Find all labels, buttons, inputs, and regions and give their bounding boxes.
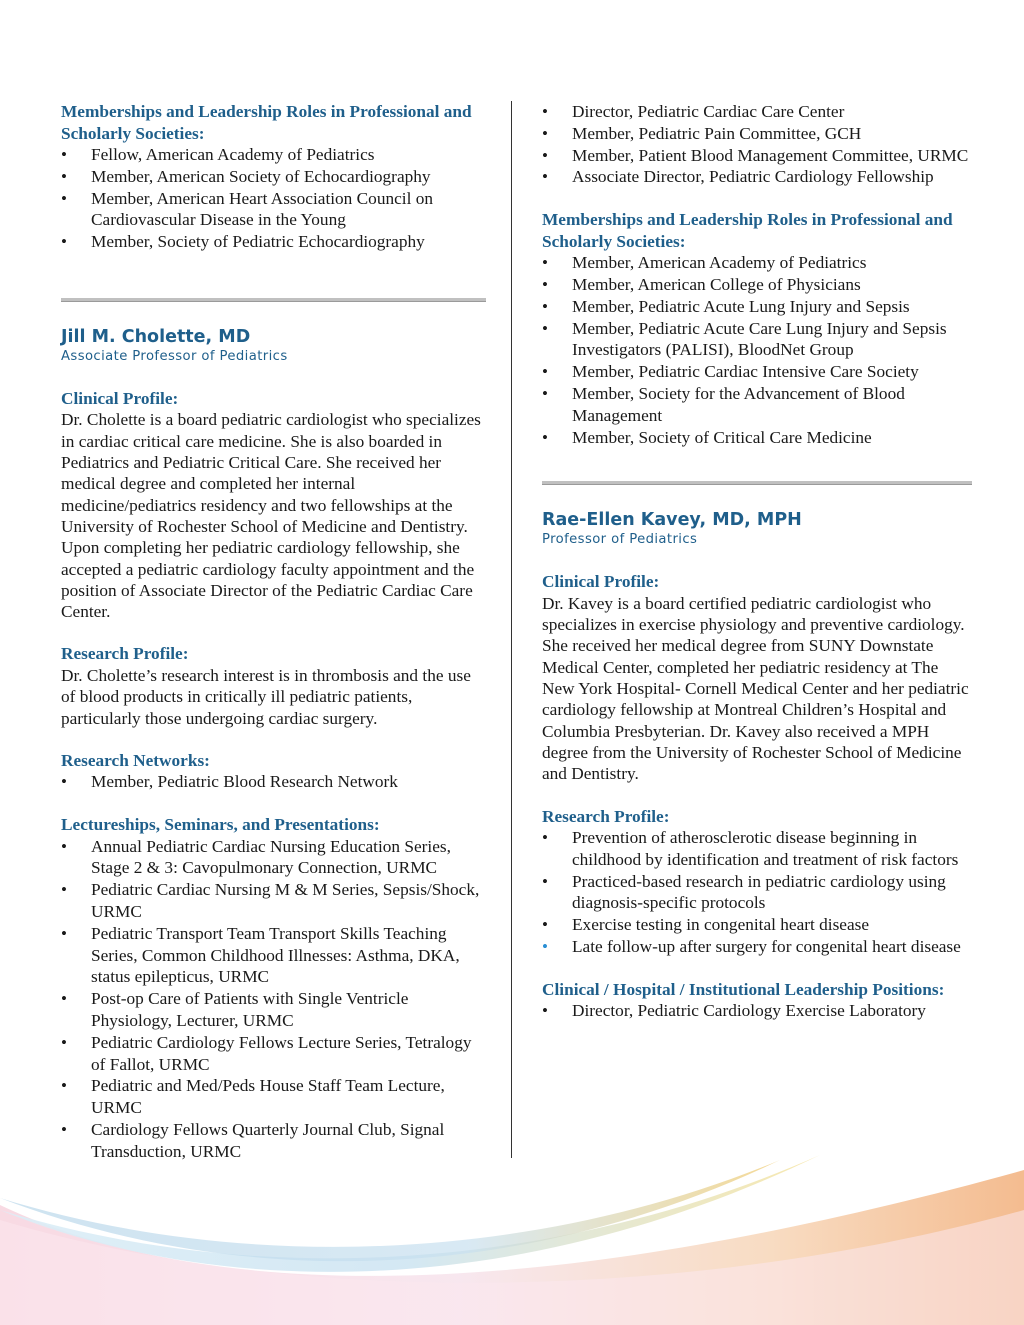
list-item: • Practiced-based research in pediatric cardiology using diagnosis-specific protocols [542,871,972,915]
list-item: • Pediatric Cardiac Nursing M & M Series, Sepsis/Shock, URMC [61,879,486,923]
list-item: • Member, Society of Critical Care Medicine [542,427,972,449]
research-profile-text: Dr. Cholette’s research interest is in thrombosis and the use of blood products in critically ill pediatric patients, particularly those undergoing cardiac surgery. [61,665,471,728]
left-column [61,101,486,1163]
clinical-profile-heading: Clinical Profile: [61,388,179,408]
lectureships-heading: Lectureships, Seminars, and Presentations: [61,815,380,835]
clinical-profile-text: Dr. Kavey is a board certified pediatric cardiologist who specializes in exercise physiology and preventive cardiology. She received her medical degree from SUNY Downstate Medical Center, completed her pediatric residency at The New York Hospital- Cornell Medical Center and her pediatric cardiology fellowship at Montreal Children’s Hospital and Columbia Presbyterian. Dr. Kavey also received a MPH degree from the University of Rochester School of Medicine and Dentistry. [542,593,969,784]
list-item: • Late follow-up after surgery for congenital heart disease [542,936,972,958]
list-item: • Director, Pediatric Cardiac Care Center [542,101,972,123]
list-item: • Fellow, American Academy of Pediatrics [61,144,486,166]
memberships-heading: Memberships and Leadership Roles in Professional and Scholarly Societies: [61,102,472,143]
list-item: • Associate Director, Pediatric Cardiology Fellowship [542,166,972,188]
list-item: • Member, Pediatric Blood Research Network [61,771,486,793]
list-item: • Member, Pediatric Cardiac Intensive Care Society [542,361,972,383]
person-name: Rae-Ellen Kavey, MD, MPH [542,510,802,531]
list-item: • Member, Patient Blood Management Committee, URMC [542,145,972,167]
list-item: • Cardiology Fellows Quarterly Journal Club, Signal Transduction, URMC [61,1119,486,1163]
person-title: Associate Professor of Pediatrics [61,348,288,364]
list-item: • Pediatric Transport Team Transport Skills Teaching Series, Common Childhood Illnesses: Asthma, DKA, status epilepticus, URMC [61,923,486,988]
leadership-list [542,1000,972,1022]
list-item: • Member, Society of Pediatric Echocardiography [61,231,486,253]
research-networks-heading: Research Networks: [61,750,210,770]
list-item: • Pediatric and Med/Peds House Staff Team Lecture, URMC [61,1075,486,1119]
list-item: • Pediatric Cardiology Fellows Lecture Series, Tetralogy of Fallot, URMC [61,1032,486,1076]
list-item: • Member, Society for the Advancement of Blood Management [542,383,972,427]
list-item: • Member, Pediatric Acute Lung Injury and Sepsis [542,296,972,318]
list-item: • Post-op Care of Patients with Single Ventricle Physiology, Lecturer, URMC [61,988,486,1032]
research-networks-list [61,771,486,793]
list-item: • Member, American Society of Echocardiography [61,166,486,188]
clinical-profile-heading: Clinical Profile: [542,572,660,592]
list-item: • Member, American Academy of Pediatrics [542,252,972,274]
list-item: • Prevention of atherosclerotic disease beginning in childhood by identification and treatment of risk factors [542,827,972,871]
list-item: • Member, American Heart Association Council on Cardiovascular Disease in the Young [61,188,486,232]
memberships-heading: Memberships and Leadership Roles in Professional and Scholarly Societies: [542,210,953,251]
clinical-profile-text: Dr. Cholette is a board pediatric cardiologist who specializes in cardiac critical care medicine. She is also boarded in Pediatrics and Pediatric Critical Care. She received her medical degree and completed her internal medicine/pediatrics residency and two fellowships at the University of Rochester School of Medicine and Dentistry. Upon completing her pediatric cardiology fellowship, she accepted a pediatric cardiology faculty appointment and the position of Associate Director of the Pediatric Cardiac Care Center. [61,410,481,622]
leadership-heading: Clinical / Hospital / Institutional Leadership Positions: [542,979,945,999]
column-divider [511,101,512,1158]
research-profile-heading: Research Profile: [542,806,670,826]
list-item: • Exercise testing in congenital heart disease [542,914,972,936]
person-name: Jill M. Cholette, MD [61,326,251,347]
memberships-list [542,252,972,448]
leadership-continued-list [542,101,972,188]
memberships-list [61,144,486,253]
person-title: Professor of Pediatrics [542,532,698,548]
list-item: • Member, American College of Physicians [542,274,972,296]
list-item: • Member, Pediatric Pain Committee, GCH [542,123,972,145]
lectureships-list [61,836,486,1163]
list-item: • Annual Pediatric Cardiac Nursing Education Series, Stage 2 & 3: Cavopulmonary Connection, URMC [61,836,486,880]
footer-swoosh [0,1150,1024,1325]
list-item: • Director, Pediatric Cardiology Exercise Laboratory [542,1000,972,1022]
research-profile-heading: Research Profile: [61,644,189,664]
list-item: • Member, Pediatric Acute Care Lung Injury and Sepsis Investigators (PALISI), BloodNet Group [542,318,972,362]
research-profile-list [542,827,972,958]
right-column [542,101,972,1022]
